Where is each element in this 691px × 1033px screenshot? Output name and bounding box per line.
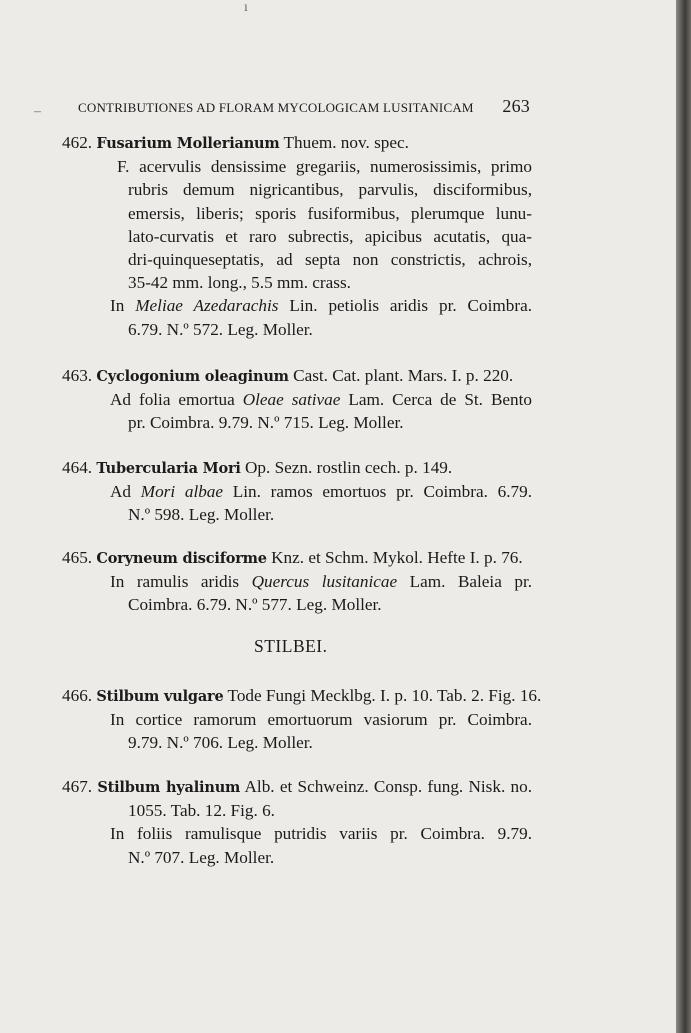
host-prefix: In xyxy=(110,296,125,316)
description-line: rubris demum nigricantibus, parvulis, disciformibus, xyxy=(128,180,532,200)
host-species: Meliae Azedarachis xyxy=(135,296,279,316)
host-line: In cortice ramorum emortuorum vasiorum pr. Coimbra. xyxy=(110,710,532,730)
species-name: Fusarium Mollerianum xyxy=(96,135,280,152)
entry-463 xyxy=(62,364,532,435)
host-rest: Lam. Cerca de St. Bento xyxy=(348,390,532,410)
entry-462 xyxy=(62,131,532,341)
collection-line: 9.79. N.º 706. Leg. Moller. xyxy=(128,733,313,753)
host-prefix: Ad folia emortua xyxy=(110,390,235,410)
host-prefix: In ramulis aridis xyxy=(110,572,240,592)
page-gutter-shadow xyxy=(676,0,691,1033)
host-line xyxy=(62,480,532,503)
species-name: Stilbum vulgare xyxy=(96,688,224,705)
description-line: emersis, liberis; sporis fusiformibus, plerumque lunu- xyxy=(128,203,532,223)
species-name: Stilbum hyalinum xyxy=(97,779,241,796)
section-title: STILBEI. xyxy=(254,636,328,656)
page-number: 263 xyxy=(502,96,530,116)
collection-line: 6.79. N.º 572. Leg. Moller. xyxy=(128,319,313,339)
citation: Op. Sezn. rostlin cech. p. 149. xyxy=(245,458,453,477)
citation: Cast. Cat. plant. Mars. I. p. 220. xyxy=(293,366,514,385)
entry-number: 467. xyxy=(62,777,93,796)
citation: Tode Fungi Mecklbg. I. p. 10. Tab. 2. Fig. 16. xyxy=(227,686,542,705)
host-species: Mori albae xyxy=(140,482,224,502)
description-line: dri-quinqueseptatis, ad septa non constrictis, achrois, xyxy=(128,250,532,270)
host-line: In foliis ramulisque putridis variis pr. Coimbra. 9.79. xyxy=(110,824,532,844)
entry-466 xyxy=(62,684,542,755)
host-species: Quercus lusitanicae xyxy=(251,572,398,592)
entry-number: 465. xyxy=(62,548,93,567)
host-rest: Lin. petiolis aridis pr. Coimbra. xyxy=(289,296,533,316)
entry-number: 464. xyxy=(62,458,93,477)
citation: Alb. et Schweinz. Consp. fung. Nisk. no. xyxy=(244,777,532,796)
top-print-mark: ı xyxy=(244,0,248,15)
collection-line: pr. Coimbra. 9.79. N.º 715. Leg. Moller. xyxy=(128,413,404,433)
host-rest: Lin. ramos emortuos pr. Coimbra. 6.79. xyxy=(232,482,533,502)
host-rest: Lam. Baleia pr. xyxy=(409,572,533,592)
host-prefix: Ad xyxy=(110,482,132,502)
citation: Thuem. nov. spec. xyxy=(283,133,409,152)
description-line: lato-curvatis et raro subrectis, apicibus acutatis, qua- xyxy=(128,226,532,246)
collection-line: Coimbra. 6.79. N.º 577. Leg. Moller. xyxy=(128,595,382,615)
collection-line: N.º 707. Leg. Moller. xyxy=(128,847,275,867)
citation: Knz. et Schm. Mykol. Hefte I. p. 76. xyxy=(271,548,523,567)
host-line xyxy=(62,388,532,411)
citation-line: 1055. Tab. 12. Fig. 6. xyxy=(128,801,275,821)
host-line xyxy=(62,294,532,317)
host-line xyxy=(62,570,532,593)
species-name: Coryneum disciforme xyxy=(96,550,267,567)
entry-number: 462. xyxy=(62,133,93,152)
running-title: CONTRIBUTIONES AD FLORAM MYCOLOGICAM LUSITANICAM xyxy=(78,100,474,115)
description-line: 35-42 mm. long., 5.5 mm. crass. xyxy=(128,273,351,293)
description-line: F. acervulis densissime gregariis, numerosissimis, primo xyxy=(117,157,532,177)
species-name: Cyclogonium oleaginum xyxy=(96,368,289,385)
host-species: Oleae sativae xyxy=(242,390,341,410)
collection-line: N.º 598. Leg. Moller. xyxy=(128,505,275,525)
entry-number: 463. xyxy=(62,366,93,385)
species-name: Tubercularia Mori xyxy=(96,460,241,477)
entry-464 xyxy=(62,456,532,527)
entry-number: 466. xyxy=(62,686,93,705)
entry-465 xyxy=(62,546,532,617)
entry-467 xyxy=(62,775,532,869)
running-header xyxy=(78,96,530,116)
margin-dash-mark: – xyxy=(34,104,41,119)
